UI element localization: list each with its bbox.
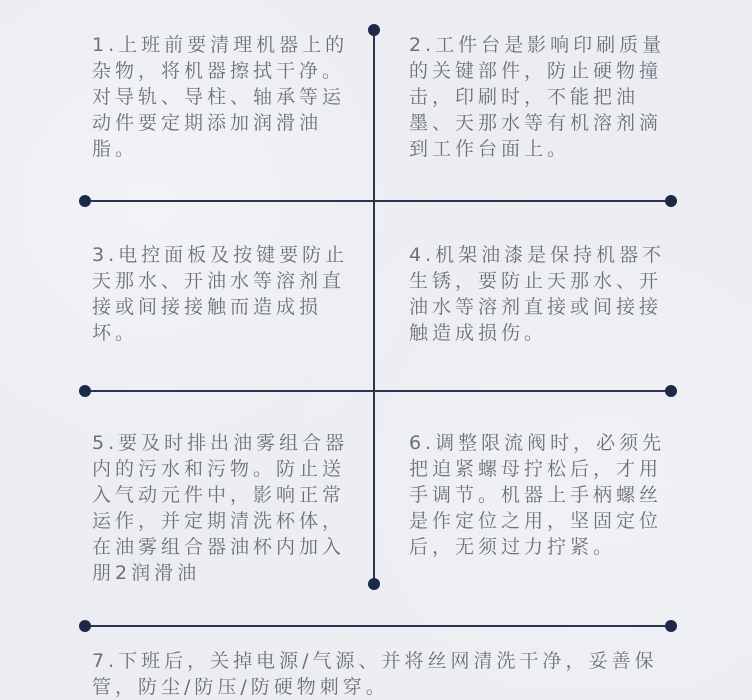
divider-end-dot xyxy=(368,24,380,36)
horizontal-divider xyxy=(84,625,672,627)
instruction-item-3: 3.电控面板及按键要防止天那水、开油水等溶剂直接或间接接触而造成损坏。 xyxy=(92,244,349,344)
instruction-item-6: 6.调整限流阀时，必须先把迫紧螺母拧松后，才用手调节。机器上手柄螺丝是作定位之用，坚固定位后，无须过力拧紧。 xyxy=(409,432,666,558)
divider-end-dot xyxy=(79,385,91,397)
divider-end-dot xyxy=(368,578,380,590)
divider-end-dot xyxy=(665,385,677,397)
divider-end-dot xyxy=(665,620,677,632)
instruction-item-1: 1.上班前要清理机器上的杂物，将机器擦拭干净。对导轨、导柱、轴承等运动件要定期添加润滑油脂。 xyxy=(92,34,349,160)
instruction-item-5: 5.要及时排出油雾组合器内的污水和污物。防止送入气动元件中，影响正常运作，并定期清洗杯体，在油雾组合器油杯内加入朋2润滑油 xyxy=(92,432,349,584)
instruction-item-7: 7.下班后，关掉电源/气源、并将丝网清洗干净，妥善保管，防尘/防压/防硬物刺穿。 xyxy=(92,650,658,698)
horizontal-divider xyxy=(84,200,672,202)
divider-end-dot xyxy=(79,195,91,207)
instruction-item-4: 4.机架油漆是保持机器不生锈，要防止天那水、开油水等溶剂直接或间接接触造成损伤。 xyxy=(409,244,666,344)
divider-end-dot xyxy=(665,195,677,207)
divider-end-dot xyxy=(79,620,91,632)
vertical-divider xyxy=(373,30,375,584)
instruction-item-2: 2.工件台是影响印刷质量的关键部件，防止硬物撞击，印刷时，不能把油墨、天那水等有机溶剂滴到工作台面上。 xyxy=(409,34,666,160)
horizontal-divider xyxy=(84,390,672,392)
